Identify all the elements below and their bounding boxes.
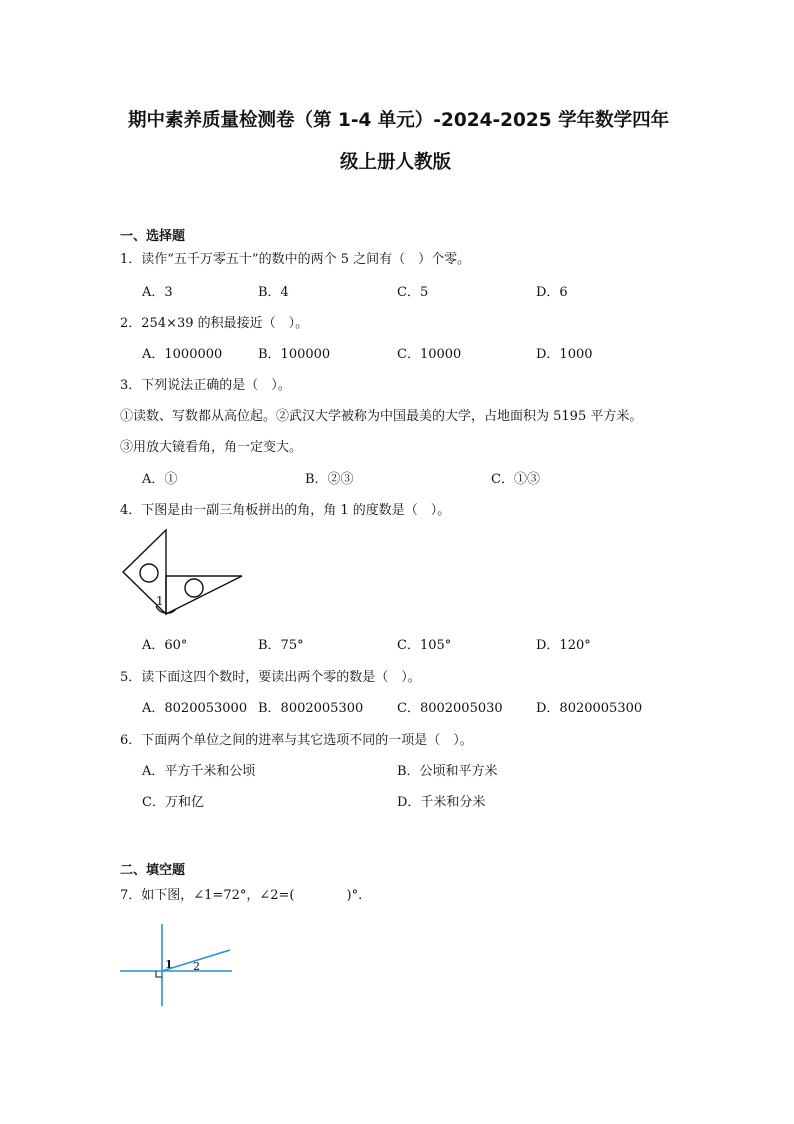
q3-option-a: A．①: [142, 472, 178, 487]
q3-statement-line1: ①读数、写数都从高位起。②武汉大学被称为中国最美的大学，占地面积为 5195 平方米。: [120, 409, 643, 424]
doc-title-line2: 级上册人教版: [340, 152, 452, 173]
q5-option-a: A．8020053000: [142, 701, 248, 716]
q4-option-a: A．60°: [142, 638, 188, 653]
angle-figure: [118, 922, 238, 1007]
set-square-45-hole: [140, 564, 158, 582]
q6-option-d: D．千米和分米: [397, 795, 486, 810]
q5-option-d: D．8020005300: [536, 701, 643, 716]
set-square-30: [166, 576, 242, 614]
angle-2-label: 2: [193, 960, 200, 973]
section-heading-fill: 二、填空题: [120, 863, 186, 878]
doc-title-line1: 期中素养质量检测卷（第 1-4 单元）-2024-2025 学年数学四年: [128, 110, 670, 131]
question-1-stem: 1．读作“五千万零五十”的数中的两个 5 之间有（ ）个零。: [120, 252, 471, 267]
q1-option-d: D．6: [536, 285, 568, 300]
q3-statement-line2: ③用放大镜看角，角一定变大。: [120, 440, 303, 455]
q6-option-b: B．公顷和平方米: [397, 764, 498, 779]
section-heading-choice: 一、选择题: [120, 229, 186, 244]
set-square-30-hole: [185, 579, 203, 597]
question-2-stem: 2．254×39 的积最接近（ ）。: [120, 316, 309, 331]
q6-option-a: A．平方千米和公顷: [142, 764, 256, 779]
question-6-stem: 6．下面两个单位之间的进率与其它选项不同的一项是（ ）。: [120, 733, 473, 748]
question-4-stem: 4．下图是由一副三角板拼出的角，角 1 的度数是（ ）。: [120, 503, 451, 518]
q2-option-d: D．1000: [536, 347, 593, 362]
angle-1-label: 1: [156, 594, 164, 608]
q5-option-c: C．8002005030: [397, 701, 503, 716]
q3-option-c: C．①③: [491, 472, 540, 487]
q4-option-b: B．75°: [258, 638, 304, 653]
triangle-ruler-figure: [118, 528, 248, 618]
q1-option-a: A．3: [142, 285, 173, 300]
q2-option-b: B．100000: [258, 347, 331, 362]
question-3-stem: 3．下列说法正确的是（ ）。: [120, 378, 291, 393]
right-angle-mark: [156, 971, 162, 977]
angle-1-label: 1: [165, 958, 173, 971]
q1-option-c: C．5: [397, 285, 429, 300]
question-5-stem: 5．读下面这四个数时，要读出两个零的数是（ ）。: [120, 670, 421, 685]
q2-option-c: C．10000: [397, 347, 462, 362]
question-7-stem: 7．如下图，∠1=72°，∠2=( )°.: [120, 888, 363, 903]
q1-option-b: B．4: [258, 285, 289, 300]
q6-option-c: C．万和亿: [142, 795, 204, 810]
q3-option-b: B．②③: [305, 472, 354, 487]
q4-option-d: D．120°: [536, 638, 591, 653]
q5-option-b: B．8002005300: [258, 701, 364, 716]
q4-option-c: C．105°: [397, 638, 452, 653]
q2-option-a: A．1000000: [142, 347, 223, 362]
